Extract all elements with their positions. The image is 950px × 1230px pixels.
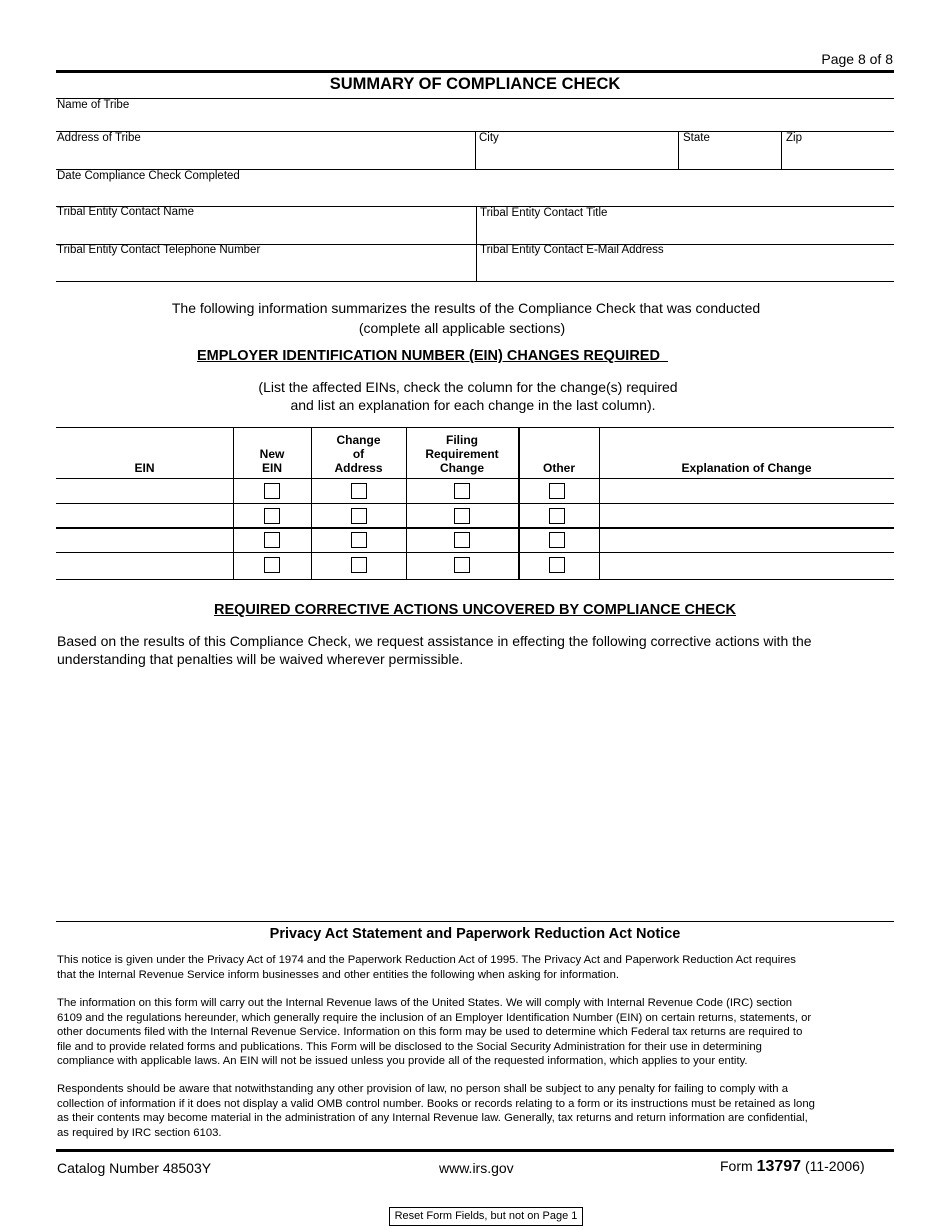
contact-title-label: Tribal Entity Contact Title: [480, 207, 608, 219]
reset-form-button[interactable]: Reset Form Fields, but not on Page 1: [389, 1207, 583, 1226]
privacy-p2-l4: file and to provide related forms and publications. This Form will be disclosed to the Social Security Administration for their use in determining: [57, 1040, 762, 1053]
ein-heading-text: EMPLOYER IDENTIFICATION NUMBER (EIN) CHANGES REQUIRED: [197, 348, 660, 364]
ein-input-row-2[interactable]: [58, 505, 234, 529]
ein-input-row-1[interactable]: [58, 480, 234, 504]
date-completed-input[interactable]: [58, 185, 892, 205]
contact-name-input[interactable]: [58, 222, 474, 242]
website-link[interactable]: www.irs.gov: [439, 1160, 514, 1176]
col-header-explanation: Explanation of Change: [681, 461, 812, 475]
col-header-new-ein: [233, 447, 311, 475]
privacy-p3-l2: collection of information if it does not display a valid OMB control number. Books or records relating to a form or its instructions must be retained as long: [57, 1097, 815, 1110]
filing-change-checkbox-row-3[interactable]: [454, 532, 470, 548]
corrective-actions-line-2: understanding that penalties will be waived wherever permissible.: [57, 651, 464, 667]
ein-input-row-4[interactable]: [58, 555, 234, 579]
address-of-tribe-input[interactable]: [58, 148, 474, 168]
page-number: Page 8 of 8: [821, 51, 893, 67]
privacy-p3-l3: as their contents may become material in the administration of any Internal Revenue law. Generally, tax returns and return information are confidential,: [57, 1112, 808, 1124]
ein-instructions-1: (List the affected EINs, check the column for the change(s) required: [258, 379, 678, 395]
privacy-heading: Privacy Act Statement and Paperwork Reduction Act Notice: [269, 926, 681, 942]
privacy-paragraph-1: [57, 953, 895, 982]
intro-line-2: (complete all applicable sections): [358, 320, 566, 336]
col-header-filing-l1: Filing: [446, 433, 478, 447]
form-number: 13797: [756, 1158, 802, 1175]
city-label: City: [479, 132, 499, 144]
state-input[interactable]: [684, 148, 782, 168]
filing-change-checkbox-row-1[interactable]: [454, 483, 470, 499]
col-header-ein: EIN: [134, 461, 155, 475]
change-address-checkbox-row-4[interactable]: [351, 557, 367, 573]
new-ein-checkbox-row-2[interactable]: [264, 508, 280, 524]
privacy-p2-l5: compliance with applicable laws. An EIN will not be issued unless you provide all of the requested information, which applies to your entity.: [57, 1055, 748, 1067]
contact-phone-input[interactable]: [58, 260, 474, 280]
contact-email-label: Tribal Entity Contact E-Mail Address: [480, 244, 664, 256]
other-checkbox-row-1[interactable]: [549, 483, 565, 499]
col-divider: [475, 131, 476, 169]
contact-name-label: Tribal Entity Contact Name: [57, 206, 194, 218]
corrective-actions-textarea[interactable]: [57, 672, 897, 920]
footer-rule: [56, 1149, 894, 1152]
table-col-divider: [599, 427, 600, 579]
table-col-divider: [518, 427, 520, 579]
explanation-input-row-1[interactable]: [602, 480, 896, 504]
table-bottom-rule: [56, 579, 894, 580]
privacy-p3-l1: Respondents should be aware that notwithstanding any other provision of law, no person shall be subject to any penalty for failing to comply with a: [57, 1083, 788, 1095]
col-header-new-ein-l2: EIN: [261, 461, 282, 475]
date-completed-label: Date Compliance Check Completed: [57, 170, 240, 182]
col-divider: [678, 131, 679, 169]
change-address-checkbox-row-3[interactable]: [351, 532, 367, 548]
ein-section-heading: [197, 348, 668, 364]
zip-input[interactable]: [787, 148, 895, 168]
col-header-filing-l2: Requirement: [425, 447, 499, 461]
col-header-filing-l3: Change: [439, 461, 484, 475]
new-ein-checkbox-row-4[interactable]: [264, 557, 280, 573]
zip-label: Zip: [786, 132, 802, 144]
catalog-number: Catalog Number 48503Y: [57, 1160, 212, 1176]
other-checkbox-row-2[interactable]: [549, 508, 565, 524]
corrective-actions-line-1: Based on the results of this Compliance Check, we request assistance in effecting the following corrective actions with the: [57, 633, 812, 649]
title-rule: [56, 98, 894, 99]
table-header-rule: [56, 478, 894, 479]
state-label: State: [683, 132, 710, 144]
new-ein-checkbox-row-3[interactable]: [264, 532, 280, 548]
intro-line-1: The following information summarizes the results of the Compliance Check that was conducted: [171, 300, 761, 316]
explanation-input-row-4[interactable]: [602, 555, 896, 579]
change-address-checkbox-row-1[interactable]: [351, 483, 367, 499]
filing-change-checkbox-row-2[interactable]: [454, 508, 470, 524]
form-prefix: Form: [720, 1158, 753, 1174]
privacy-paragraph-3: [57, 1082, 895, 1140]
city-input[interactable]: [480, 148, 678, 168]
privacy-top-rule: [56, 921, 894, 922]
col-header-change-address-l3: Address: [334, 461, 383, 475]
col-header-change-address-l1: Change: [336, 433, 381, 447]
row-rule: [56, 281, 894, 282]
form-id: [720, 1158, 865, 1176]
ein-instructions-2: and list an explanation for each change in the last column).: [290, 397, 656, 413]
privacy-paragraph-2: [57, 996, 895, 1069]
table-top-rule: [56, 427, 894, 428]
contact-email-input[interactable]: [481, 260, 895, 280]
privacy-p2-l2: 6109 and the regulations hereunder, which generally require the inclusion of an Employer Identification Number (EIN) on certain returns, statements, or: [57, 1011, 812, 1024]
privacy-p1-l1: This notice is given under the Privacy Act of 1974 and the Paperwork Reduction Act of 1995. The Privacy Act and Paperwork Reduction Act requires: [57, 954, 796, 966]
contact-title-input[interactable]: [481, 223, 895, 243]
address-of-tribe-label: Address of Tribe: [57, 132, 141, 144]
privacy-p2-l3: other documents filed with the Internal Revenue Service. Information on this form may be used to determine which Federal tax returns are required to: [57, 1026, 803, 1038]
col-header-filing-change: [406, 433, 518, 475]
page-title: SUMMARY OF COMPLIANCE CHECK: [329, 75, 621, 93]
col-header-new-ein-l1: New: [259, 447, 285, 461]
ein-heading-trail: [660, 348, 668, 364]
new-ein-checkbox-row-1[interactable]: [264, 483, 280, 499]
col-divider: [781, 131, 782, 169]
form-date: (11-2006): [804, 1158, 865, 1174]
col-header-change-address-l2: of: [352, 447, 365, 461]
privacy-p2-l1: The information on this form will carry out the Internal Revenue laws of the United States. We will comply with Internal Revenue Code (IRC) section: [57, 997, 793, 1009]
filing-change-checkbox-row-4[interactable]: [454, 557, 470, 573]
col-header-other: Other: [542, 461, 575, 475]
change-address-checkbox-row-2[interactable]: [351, 508, 367, 524]
contact-phone-label: Tribal Entity Contact Telephone Number: [57, 244, 261, 256]
name-of-tribe-input[interactable]: [58, 113, 892, 131]
other-checkbox-row-3[interactable]: [549, 532, 565, 548]
top-rule: [56, 70, 894, 73]
other-checkbox-row-4[interactable]: [549, 557, 565, 573]
col-header-change-address: [311, 433, 406, 475]
corrective-actions-heading: REQUIRED CORRECTIVE ACTIONS UNCOVERED BY COMPLIANCE CHECK: [213, 602, 737, 618]
name-of-tribe-label: Name of Tribe: [57, 99, 130, 111]
privacy-p3-l4: as required by IRC section 6103.: [57, 1126, 222, 1139]
explanation-input-row-2[interactable]: [602, 505, 896, 529]
explanation-input-row-3[interactable]: [602, 530, 896, 554]
privacy-p1-l2: that the Internal Revenue Service inform businesses and other entities the following when asking for information.: [57, 968, 620, 981]
ein-input-row-3[interactable]: [58, 530, 234, 554]
